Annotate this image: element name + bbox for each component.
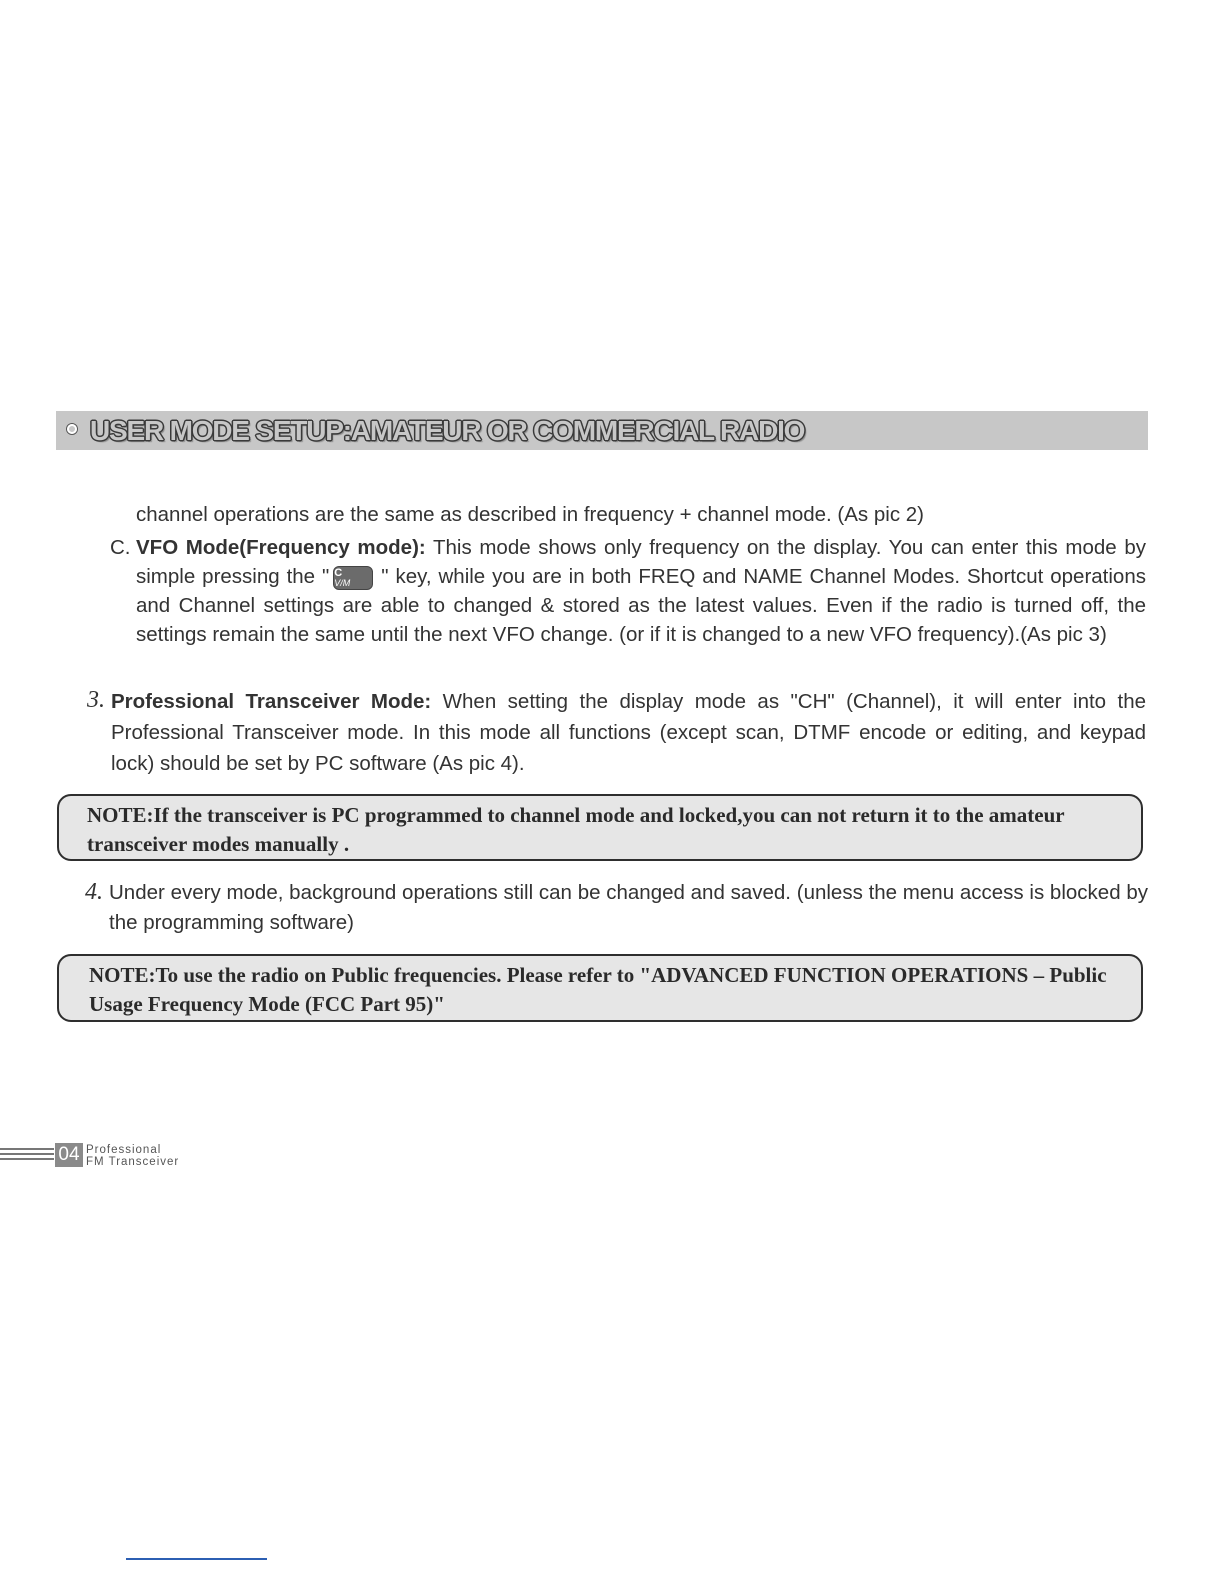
bottom-rule-line bbox=[126, 1558, 267, 1560]
section-title: USER MODE SETUP:AMATEUR OR COMMERCIAL RADIO bbox=[90, 415, 805, 446]
note-box-2 bbox=[57, 954, 1143, 1022]
footer-decor-lines bbox=[0, 1148, 54, 1162]
item-3-title: Professional Transceiver Mode: bbox=[111, 690, 432, 713]
item-c-label: C. bbox=[110, 536, 131, 559]
item-c-text2: " key, while you are in both FREQ and NAME Channel Modes. Shortcut operations and Channel settings are able to changed & stored as the latest values. Even if the radio is turned off, the settings remain the same until the next VFO change. (or if it is changed to a new VFO frequency).(As pic 3) bbox=[136, 565, 1146, 646]
item-3-text: When setting the display mode as "CH" (Channel), it will enter into the Professional Transceiver mode. In this mode all functions (except scan, DTMF encode or editing, and keypad lock) should be set by PC software (As pic 4). bbox=[111, 690, 1146, 775]
note-2-text: NOTE:To use the radio on Public frequencies. Please refer to "ADVANCED FUNCTION OPERATIONS – Public Usage Frequency Mode (FCC Part 95)" bbox=[89, 963, 1107, 1016]
item-c bbox=[110, 533, 1146, 649]
paragraph-continuation bbox=[136, 500, 1146, 529]
item-4-number: 4. bbox=[85, 879, 103, 905]
circle-bullet-icon bbox=[67, 424, 77, 434]
item-3 bbox=[87, 686, 1146, 779]
section-header bbox=[56, 411, 1148, 450]
item-c-title: VFO Mode(Frequency mode): bbox=[136, 536, 426, 559]
footer-label-line2: FM Transceiver bbox=[86, 1156, 180, 1168]
page-number: 04 bbox=[55, 1143, 83, 1167]
paragraph-text: channel operations are the same as described in frequency + channel mode. (As pic 2) bbox=[136, 503, 924, 526]
item-4-text: Under every mode, background operations still can be changed and saved. (unless the menu access is blocked by the programming software) bbox=[109, 881, 1148, 934]
footer-label-line1: Professional bbox=[86, 1144, 162, 1156]
note-1-text: NOTE:If the transceiver is PC programmed to channel mode and locked,you can not return it to the amateur transceiver modes manually . bbox=[87, 803, 1065, 856]
item-3-number: 3. bbox=[87, 687, 105, 713]
note-box-1 bbox=[57, 794, 1143, 861]
item-c-body bbox=[136, 533, 1146, 649]
vm-key-icon: C V/M bbox=[333, 566, 373, 590]
item-4 bbox=[85, 878, 1148, 938]
item-c-text1: This mode shows only frequency on the display. You can enter this mode by simple pressing the " bbox=[136, 536, 1146, 588]
